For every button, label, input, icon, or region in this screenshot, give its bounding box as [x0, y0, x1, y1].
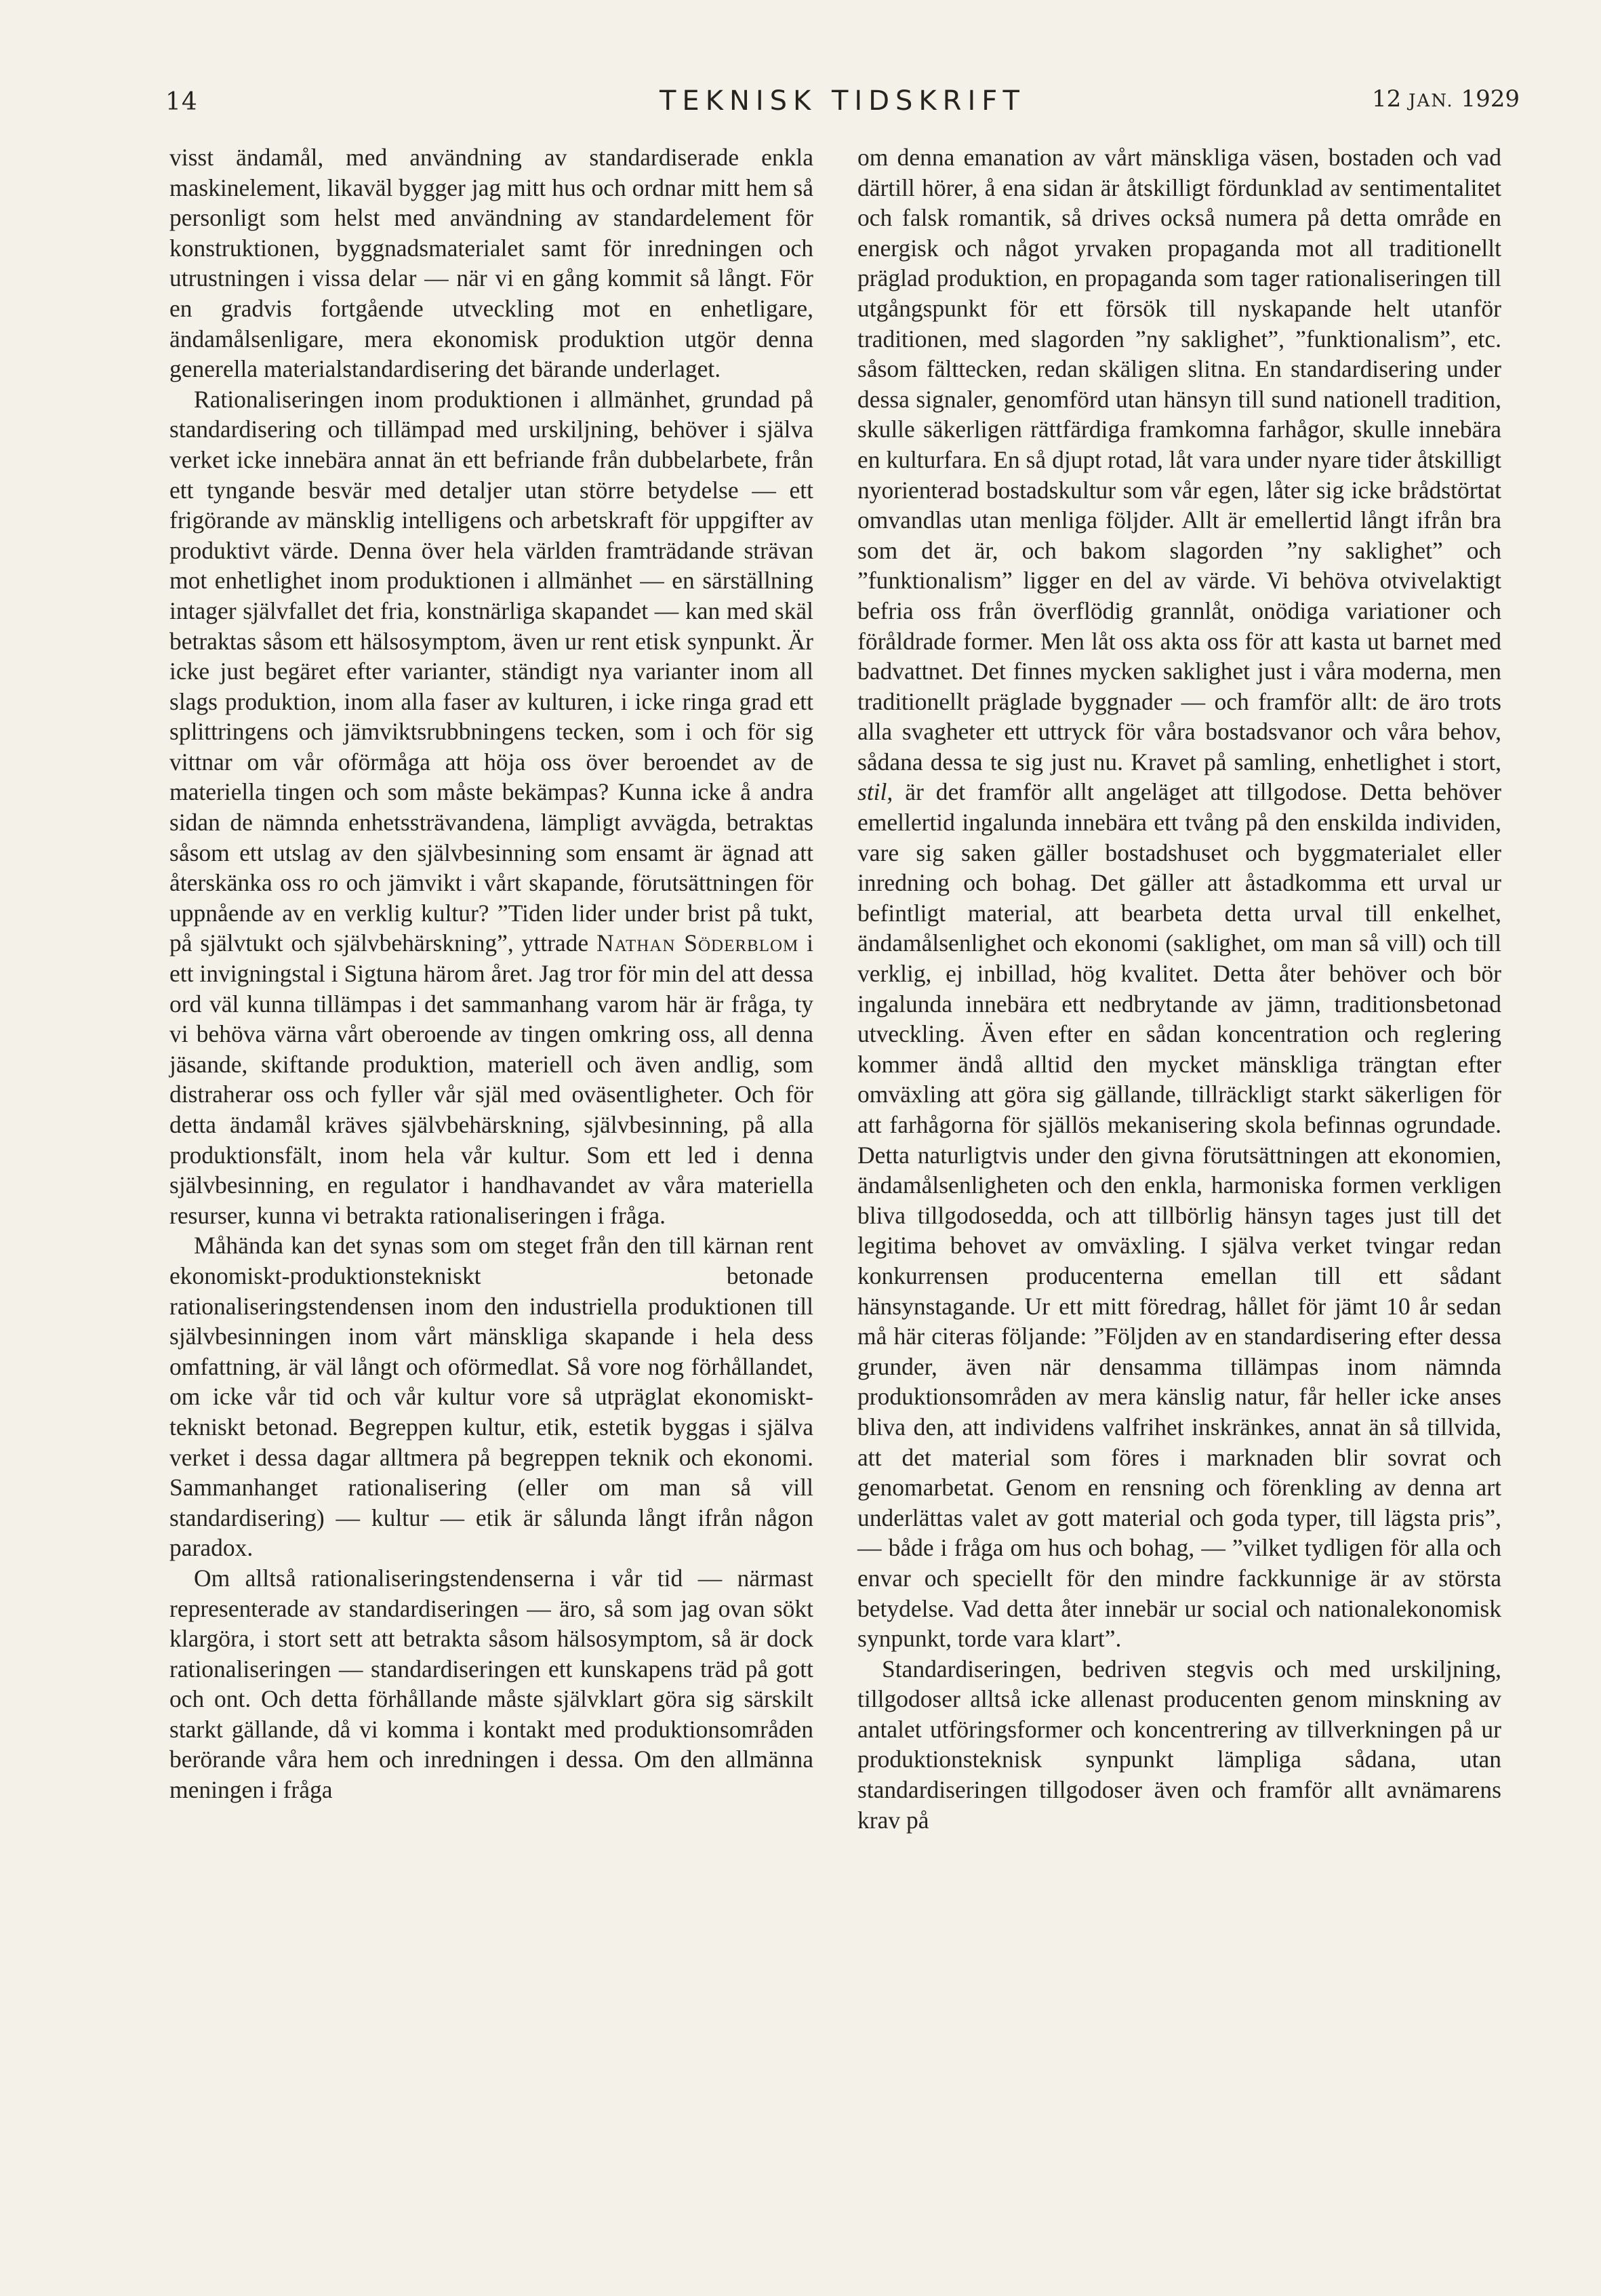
- left-column: [169, 142, 813, 1805]
- paragraph: [857, 142, 1501, 1654]
- paragraph: Måhända kan det synas som om steget från den till kärnan rent ekonomiskt-produktionstekniskt betonade rationaliseringstendensen inom den industriella produktionen till självbesinningen inom vårt mänskliga skapande i hela dess omfattning, är väl långt och oförmedlat. Så vore nog förhållandet, om icke vår tid och vår kultur vore så utpräglat ekonomiskt-tekniskt betonad. Begreppen kultur, etik, estetik byggas i själva verket i dessa dagar alltmera på begreppen teknik och ekonomi. Sammanhanget rationalisering (eller om man så vill standardisering) — kultur — etik är sålunda långt ifrån någon paradox.: [169, 1232, 813, 1562]
- page-number: 14: [165, 88, 198, 116]
- right-column: [857, 142, 1501, 1835]
- journal-title: TEKNISK TIDSKRIFT: [660, 85, 1026, 117]
- issue-month: JAN.: [1409, 91, 1454, 111]
- paragraph: Standardiseringen, bedriven stegvis och med urskiljning, tillgodoser alltså icke allenast producenten genom minskning av antalet utföringsformer och koncentrering av tillverkningen på ur produktionsteknisk synpunkt lämpliga sådana, utan standardiseringen tillgodoser även och framför allt avnämarens krav på: [857, 1655, 1501, 1834]
- issue-day: 12: [1372, 85, 1402, 113]
- issue-date: [1372, 85, 1520, 113]
- paragraph-text: Rationaliseringen inom produktionen i allmänhet, grundad på standardisering och tillämpad med urskiljning, behöver i själva verket icke innebära annat än ett befriande från dubbelarbete, från ett tyngande besvär med detaljer utan större betydelse — ett frigörande av mänsklig intelligens och arbetskraft för uppgifter av produktivt värde. Denna över hela världen framträdande strävan mot enhetlighet inom produktionen i allmänhet — en särställning intager självfallet det fria, konstnärliga skapandet — kan med skäl betraktas såsom ett hälsosymptom, även ur rent etisk synpunkt. Är icke just begäret efter varianter, ständigt nya varianter inom all slags produktion, inom alla faser av kulturen, i icke ringa grad ett splittringens och jämviktsrubbningens tecken, som i och för sig vittnar om vår oförmåga att höja oss över beroendet av de materiella tingen och som måste bekämpas? Kunna icke å andra sidan de nämnda enhetssträvandena, lämpligt avvägda, betraktas såsom ett utslag av den självbesinning som ensamt är ägnad att återskänka oss ro och jämvikt i vårt skapande, förutsättningen för uppnående av en verklig kultur? ”Tiden lider under brist på tukt, på självtukt och självbehärskning”, yttrade: [169, 385, 813, 957]
- paragraph-text: är det framför allt angeläget att tillgodose. Detta behöver emellertid ingalunda innebära ett tvång på den enskilda individen, vare sig saken gäller bostadshuset och byggmaterialet eller inredning och bohag. Det gäller att åstadkomma ett urval ur befintligt material, att bearbeta detta urval till enkelhet, ändamålsenlighet och ekonomi (saklighet, om man så vill) och till verklig, ej inbillad, hög kvalitet. Detta åter behöver och bör ingalunda innebära ett nedbrytande av jämn, traditionsbetonad utveckling. Även efter en sådan koncentration och reglering kommer ändå alltid den mycket mänskliga trängtan efter omväxling att göra sig gällande, tillräckligt starkt säkerligen för att farhågorna för själlös mekanisering skola befinnas ogrundade. Detta naturligtvis under den givna förutsättningen att ekonomien, ändamålsenligheten och den enkla, harmoniska formen verkligen bliva tillgodosedda, och att tillbörlig hänsyn tages just till det legitima behovet av omväxling. I själva verket tvingar redan konkurrensen producenterna emellan till ett sådant hänsynstagande. Ur ett mitt föredrag, hållet för jämt 10 år sedan må här citeras följande: ”Följden av en standardisering efter dessa grunder, även när densamma tillämpas inom nämnda produktionsområden av mera känslig natur, får heller icke anses bliva den, att individens valfrihet inskränkes, annat än så tillvida, att det material som föres i marknaden blir sovrat och genomarbetat. Genom en rensning och förenkling av denna art underlättas valet av gott material och goda typer, till lägsta pris”, — både i fråga om hus och bohag, — ”vilket tydligen för alla och envar och speciellt för den mindre fackkunnige är av största betydelse. Vad detta åter innebär ur social och nationalekonomisk synpunkt, torde vara klart”.: [857, 778, 1501, 1653]
- paragraph: Om alltså rationaliseringstendenserna i vår tid — närmast representerade av standardiseringen — äro, så som jag ovan sökt klargöra, i stort sett att betrakta såsom hälsosymptom, så är dock rationaliseringen — standardiseringen ett kunskapens träd på gott och ont. Och detta förhållande måste självklart göra sig särskilt starkt gällande, då vi komma i kontakt med produktionsområden berörande våra hem och inredningen i dessa. Om den allmänna meningen i fråga: [169, 1564, 813, 1804]
- person-name: Nathan Söderblom: [596, 929, 799, 957]
- paragraph: [169, 384, 813, 1231]
- issue-year: 1929: [1461, 85, 1520, 113]
- paragraph: visst ändamål, med användning av standardiserade enkla maskinelement, likaväl bygger jag mitt hus och ordnar mitt hem så personligt som helst med användning av standardelement för konstruktionen, byggnadsmaterialet samt för inredningen och utrustningen i vissa delar — när vi en gång kommit så långt. För en gradvis fortgående utveckling mot en enhetligare, ändamålsenligare, mera ekonomisk produktion utgör denna generella materialstandardisering det bärande underlaget.: [169, 144, 813, 383]
- emphasis-word: stil,: [857, 778, 893, 806]
- paragraph-text: i ett invigningstal i Sigtuna härom året. Jag tror för min del att dessa ord väl kunna tillämpas i det sammanhang varom här är fråga, ty vi behöva värna vårt oberoende av tingen omkring oss, all denna jäsande, skiftande produktion, materiell och även andlig, som distraherar oss och fyller vår själ med oväsentligheter. Och för detta ändamål kräves självbehärskning, självbesinning, på alla produktionsfält, inom hela vår kultur. Som ett led i denna självbesinning, en regulator i handhavandet av våra materiella resurser, kunna vi betrakta rationaliseringen i fråga.: [169, 929, 813, 1229]
- paragraph-text: om denna emanation av vårt mänskliga väsen, bostaden och vad därtill hörer, å ena sidan är åtskilligt fördunklad av sentimentalitet och falsk romantik, så drives också numera på detta område en energisk och något yrvaken propaganda mot all traditionellt präglad produktion, en propaganda som tager rationaliseringen till utgångspunkt för ett försök till nyskapande helt utanför traditionen, med slagorden ”ny saklighet”, ”funktionalism”, etc. såsom fälttecken, redan skäligen slitna. En standardisering under dessa signaler, genomförd utan hänsyn till sund nationell tradition, skulle säkerligen rättfärdiga framkomna farhågor, skulle innebära en kulturfara. En så djupt rotad, låt vara under nyare tider åtskilligt nyorienterad bostadskultur som vår egen, låter sig icke brådstörtat omvandlas utan menliga följder. Allt är emellertid långt ifrån bra som det är, och bakom slagorden ”ny saklighet” och ”funktionalism” ligger en del av värde. Vi behöva otvivelaktigt befria oss från överflödig grannlåt, onödiga variationer och föråldrade former. Men låt oss akta oss för att kasta ut barnet med badvattnet. Det finnes mycken saklighet just i våra moderna, men traditionellt präglade byggnader — och framför allt: de äro trots alla svagheter ett uttryck för våra bostadsvanor och våra behov, sådana dessa te sig just nu. Kravet på samling, enhetlighet i stort,: [857, 144, 1501, 776]
- page-header: [165, 85, 1520, 126]
